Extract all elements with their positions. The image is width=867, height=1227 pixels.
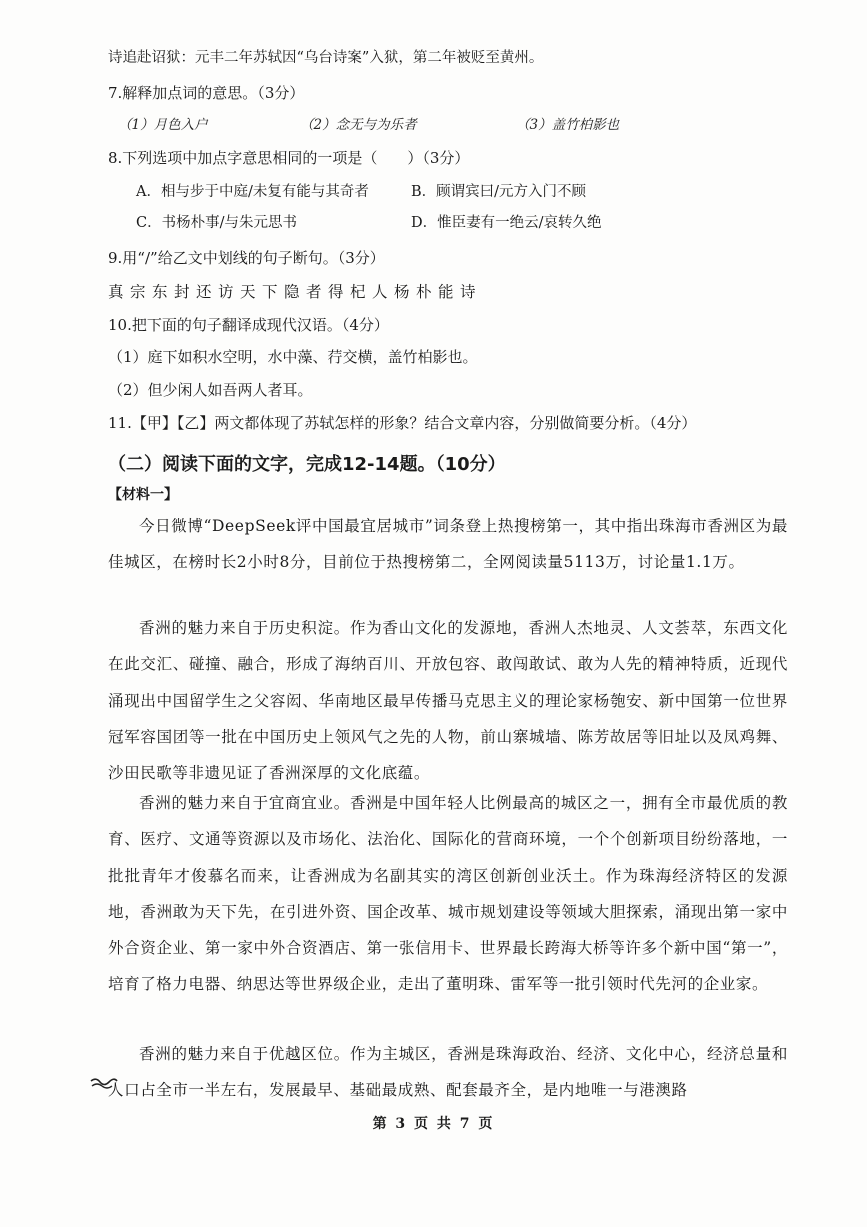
material-paragraph-3: 香洲的魅力来自于宜商宜业。香洲是中国年轻人比例最高的城区之一，拥有全市最优质的教育、医疗、文通等资源以及市场化、法治化、国际化的营商环境，一个个创新项目纷纷落地，一批批青年才俊慕名而来，让香洲成为名副其实的湾区创新创业沃土。作为珠海经济特区的发源地，香洲敢为天下先，在引进外资、国企改革、城市规划建设等领域大胆探索，涌现出第一家中外合资企业、第一家中外合资酒店、第一张信用卡、世界最长跨海大桥等许多个新中国“第一”，培育了格力电器、纳思达等世界级企业，走出了董明珠、雷军等一批引领时代先河的企业家。	[108, 794, 788, 994]
section-2-title: （二）阅读下面的文字，完成12-14题。（10分）	[108, 454, 506, 475]
q8-option-b: B．顾谓宾曰/元方入门不顾	[411, 184, 587, 200]
question-7-items	[118, 113, 818, 135]
pen-scribble-mark	[90, 1076, 118, 1090]
material-paragraph-4: 香洲的魅力来自于优越区位。作为主城区，香洲是珠海政治、经济、文化中心，经济总量和人口占全市一半左右，发展最早、基础最成熟、配套最齐全，是内地唯一与港澳路	[108, 1045, 788, 1100]
q10-item-1: （1）庭下如积水空明，水中藻、荇交横，盖竹柏影也。	[108, 348, 478, 366]
question-9-sentence: 真宗东封还访天下隐者得杞人杨朴能诗	[108, 283, 483, 301]
q8-option-a: A．相与步于中庭/未复有能与其奇者	[136, 184, 369, 200]
q7-item-3: （3）盖竹柏影也	[516, 117, 620, 133]
question-7-stem: 7.解释加点词的意思。（3分）	[108, 84, 305, 102]
intro-note-line: 诗追赴诏狱：元丰二年苏轼因“乌台诗案”入狱，第二年被贬至黄州。	[108, 50, 544, 66]
question-8-row-2	[136, 211, 816, 233]
material-paragraph-2: 香洲的魅力来自于历史积淀。作为香山文化的发源地，香洲人杰地灵、人文荟萃，东西文化在此交汇、碰撞、融合，形成了海纳百川、开放包容、敢闯敢试、敢为人先的精神特质，近现代涌现出中国留学生之父容闳、华南地区最早传播马克思主义的理论家杨匏安、新中国第一位世界冠军容国团等一批在中国历史上领风气之先的人物，前山寨城墙、陈芳故居等旧址以及凤鸡舞、沙田民歌等非遗见证了香洲深厚的文化底蕴。	[108, 619, 788, 783]
question-11-stem: 11.【甲】【乙】两文都体现了苏轼怎样的形象？结合文章内容，分别做简要分析。（4分）	[108, 414, 697, 432]
question-8-row-1	[136, 180, 816, 202]
q8-option-d: D．惟臣妻有一绝云/哀转久绝	[411, 215, 602, 231]
question-9-stem: 9.用“/”给乙文中划线的句子断句。（3分）	[108, 249, 385, 267]
material-paragraph-1: 今日微博“DeepSeek评中国最宜居城市”词条登上热搜榜第一，其中指出珠海市香洲区为最佳城区，在榜时长2小时8分，目前位于热搜榜第二，全网阅读量5113万，讨论量1.1万。	[108, 517, 788, 572]
material-1-label: 【材料一】	[108, 487, 178, 503]
question-10-stem: 10.把下面的句子翻译成现代汉语。（4分）	[108, 316, 389, 334]
question-8-stem: 8.下列选项中加点字意思相同的一项是（ ）（3分）	[108, 149, 470, 167]
q7-item-1: （1）月色入户	[118, 117, 208, 133]
q10-item-2: （2）但少闲人如吾两人者耳。	[108, 381, 313, 399]
q7-item-2: （2）念无与为乐者	[300, 117, 417, 133]
q8-option-c: C．书杨朴事/与朱元思书	[136, 215, 297, 231]
page-footer: 第 3 页 共 7 页	[372, 1116, 495, 1132]
